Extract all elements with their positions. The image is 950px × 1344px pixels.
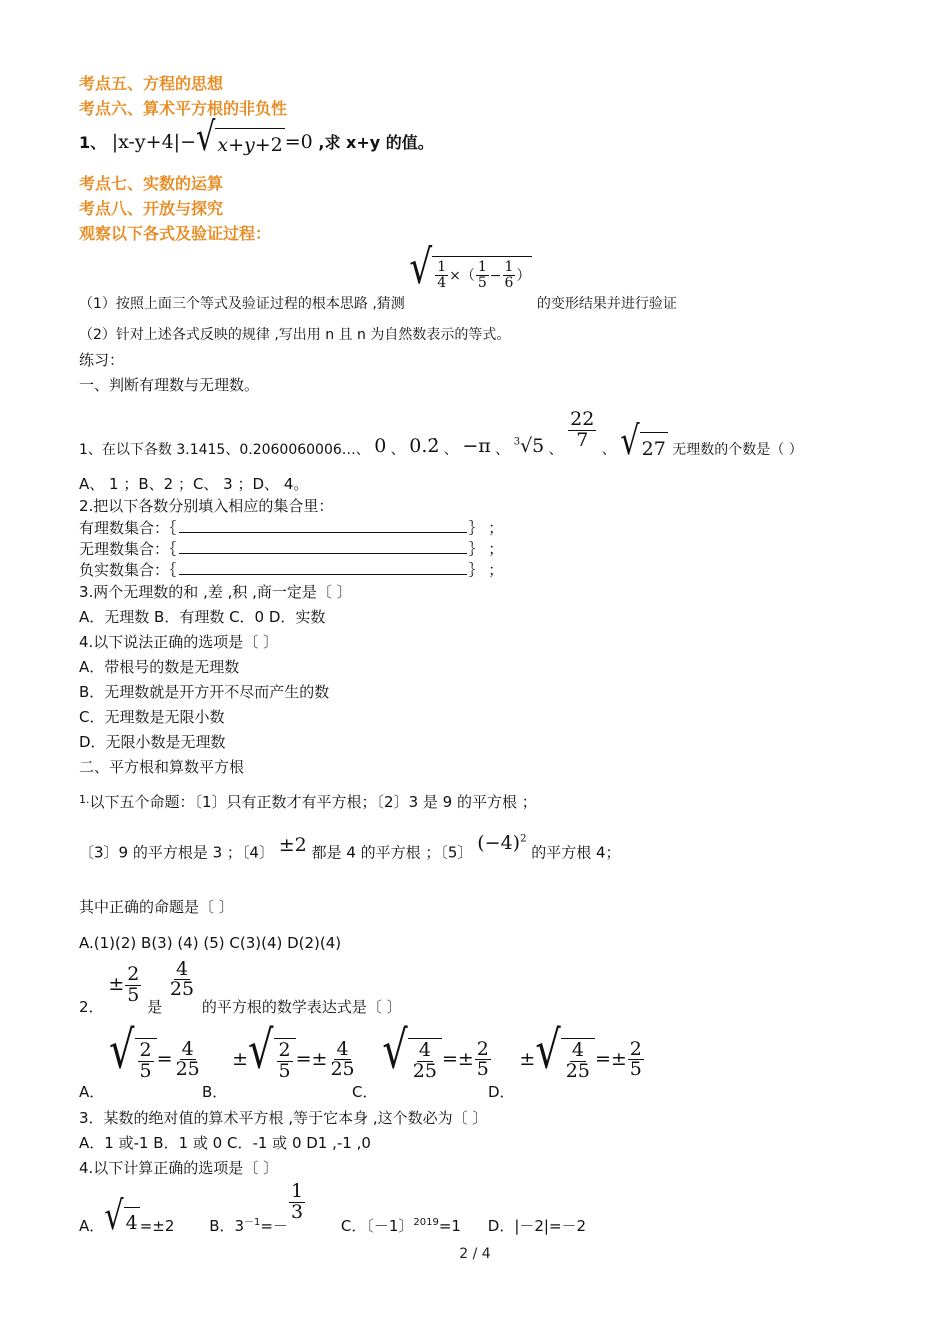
q1-prefix: 1、在以下各数 3.1415、0.2060060006…、 <box>79 442 370 459</box>
question-tail: ,求 x+y 的值。 <box>318 133 434 153</box>
sec1-question-3: 3.两个无理数的和 ,差 ,积 ,商一定是〔 〕 <box>79 583 352 601</box>
set-rational <box>79 517 503 538</box>
sec1-q4-option-c: C．无理数是无限小数 <box>79 708 225 726</box>
q2-suffix: 的平方根的数学表达式是〔 〕 <box>201 998 402 1017</box>
number-neg-pi: −π <box>462 435 491 458</box>
heading-observe: 观察以下各式及验证过程： <box>79 224 272 243</box>
page-number: 2 / 4 <box>459 1246 491 1262</box>
set-irrational <box>79 538 503 559</box>
sec2-question-4: 4.以下计算正确的选项是〔 〕 <box>79 1159 279 1177</box>
number-22-over-7: $\frac{22}{7}$ <box>570 408 595 451</box>
sec1-q3-options: A．无理数 B．有理数 C．0 D．实数 <box>79 608 326 626</box>
sec1-q1-options: A、 1 ；B、2 ；C、 3 ；D、 4。 <box>79 475 309 493</box>
kp8-part-2: （2）针对上述各式反映的规律 ,写出用 n 且 n 为自然数表示的等式。 <box>79 327 511 343</box>
heading-kp8: 考点八、开放与探究 <box>79 199 224 218</box>
sec2-q2-option-b: B． ± √ $\frac{2}{5}$ =± $\frac{4}{25}$ <box>202 1020 355 1101</box>
sec2-question-2 <box>79 955 402 1017</box>
q1-line2-part-b: 都是 4 的平方根 ；〔5〕 <box>311 843 473 862</box>
part1-suffix: 的变形结果并进行验证 <box>536 296 677 312</box>
sec1-question-1: 1、在以下各数 3.1415、0.2060060006…、 0 、 0.2̇ 、 −π 、 $^3$√5 、 $\frac{22}{7}$ 、 √ 27 无理数的个数是（ ） <box>79 408 803 465</box>
sec1-question-2: 2.把以下各数分别填入相应的集合里： <box>79 497 334 515</box>
fraction-4-over-25: $\frac{4}{25}$ <box>169 957 195 1001</box>
q1-line2-part-c: 的平方根 4； <box>531 843 621 862</box>
answer-blank[interactable] <box>179 559 467 575</box>
sec2-question-1-line2 <box>79 832 621 862</box>
heading-kp6: 考点六、算术平方根的非负性 <box>79 99 288 118</box>
sec2-q2-option-c: C． √ $\frac{4}{25}$ =± $\frac{2}{5}$ <box>352 1020 489 1101</box>
sec2-q3-options: A．1 或-1 B．1 或 0 C．-1 或 0 D1 ,-1 ,0 <box>79 1134 371 1152</box>
question-number: 1、 <box>79 133 107 153</box>
sec1-question-4: 4.以下说法正确的选项是〔 〕 <box>79 633 279 651</box>
sec1-q4-option-a: A．带根号的数是无理数 <box>79 658 240 676</box>
kp8-part-1 <box>79 241 677 312</box>
plus-minus-2: ±2 <box>278 834 307 857</box>
sec2-q2-option-a: A． √ $\frac{2}{5}$ = $\frac{4}{25}$ <box>79 1020 200 1101</box>
sec2-q2-option-d: D． ± √ $\frac{4}{25}$ =± $\frac{2}{5}$ <box>488 1020 642 1101</box>
q1-suffix: 无理数的个数是（ ） <box>672 442 803 459</box>
sec2-question-3: 3．某数的绝对值的算术平方根 ,等于它本身 ,这个数必为〔 〕 <box>79 1109 488 1127</box>
guess-expression: √ $\frac{1}{4}$ ×（ $\frac{1}{5}$ − $\frac{1}{6}$ ） <box>409 241 531 295</box>
heading-kp7: 考点七、实数的运算 <box>79 174 224 193</box>
set-end: ｝ ； <box>468 519 504 537</box>
set-label: 负实数集合：｛ <box>79 561 177 579</box>
set-negative-real <box>79 559 503 580</box>
number-sqrt-27: √ 27 <box>620 419 666 465</box>
sec1-q4-option-b: B．无理数就是开方开不尽而产生的数 <box>79 683 330 701</box>
sec2-q4-options: A． √ 4 =±2 B．$3^{-1}=-$ $\frac{1}{3}$ C．〔－1〕$^{2019}$=1 D．|－2|=－2 <box>79 1180 587 1240</box>
section1-title: 一、判断有理数与无理数。 <box>79 376 260 394</box>
number-repeating-decimal: 0.2̇ <box>409 435 440 458</box>
neg4-squared: $(-4)^2$ <box>477 832 527 855</box>
abs-sqrt-equation: |x-y+4|− √ x + y +2 =0 <box>111 114 313 161</box>
set-end: ｝ ； <box>468 561 504 579</box>
q1-line2-part-a: 〔3〕9 的平方根是 3 ；〔4〕 <box>79 843 274 862</box>
section2-title: 二、平方根和算数平方根 <box>79 758 245 776</box>
plus-minus-2-over-5: ± $\frac{2}{5}$ <box>108 963 140 1006</box>
answer-blank[interactable] <box>179 538 467 554</box>
sec2-question-1-line1: $^{1.}$以下五个命题：〔1〕只有正数才有平方根；〔2〕3 是 9 的平方根 ； <box>79 793 537 811</box>
practice-label: 练习： <box>79 351 125 369</box>
set-label: 无理数集合：｛ <box>79 540 177 558</box>
set-end: ｝ ； <box>468 540 504 558</box>
part1-prefix: （1）按照上面三个等式及验证过程的根本思路 ,猜测 <box>79 296 405 312</box>
q2-mid: 是 <box>147 998 163 1017</box>
heading-kp5: 考点五、方程的思想 <box>79 74 224 93</box>
q2-prefix: 2． <box>79 998 104 1017</box>
sec1-q4-option-d: D．无限小数是无理数 <box>79 733 226 751</box>
sec2-q1-options: A.(1)(2) B(3) (4) (5) C(3)(4) D(2)(4) <box>79 934 342 952</box>
number-zero: 0 <box>374 435 387 458</box>
q1-line1-text: 以下五个命题：〔1〕只有正数才有平方根；〔2〕3 是 9 的平方根 ； <box>89 793 537 811</box>
set-label: 有理数集合：｛ <box>79 519 177 537</box>
answer-blank[interactable] <box>179 517 467 533</box>
number-cube-root-5: $^3$√5 <box>513 435 545 458</box>
sec2-q1-ask: 其中正确的命题是〔 〕 <box>79 898 234 916</box>
kp6-question-1 <box>79 114 434 161</box>
